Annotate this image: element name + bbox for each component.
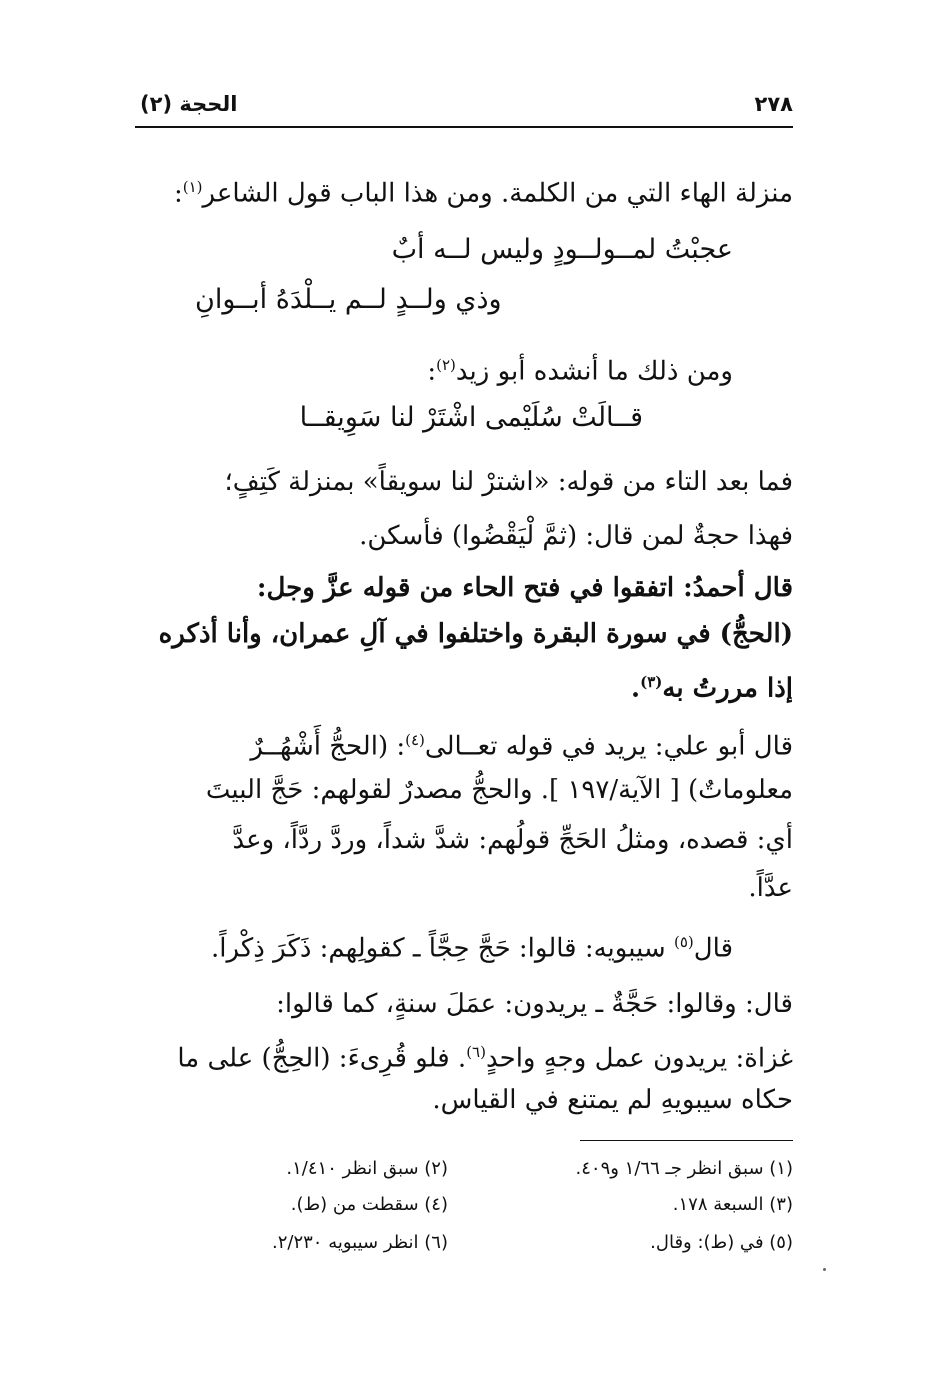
footnote-rule bbox=[580, 1140, 793, 1141]
text-line: قال$^{(٥)}$ سيبويه: قالوا: حَجَّ حِجَّاً ـ كقولِهم: ذَكَرَ ذِكْراً. bbox=[211, 933, 733, 964]
footnote-ref: (٦) bbox=[466, 1043, 486, 1061]
text-line: إذا مررتُ به$^{(٣)}$. bbox=[631, 673, 793, 704]
text-line: منزلة الهاء التي من الكلمة. ومن هذا الباب قول الشاعر$^{(١)}$: bbox=[173, 178, 793, 209]
footnote: (٣) السبعة ١٧٨. bbox=[672, 1194, 793, 1215]
scan-speck bbox=[823, 1268, 826, 1271]
page-number: ٢٧٨ bbox=[754, 92, 793, 116]
text-line: قال: وقالوا: حَجَّةٌ ـ يريدون: عمَلَ سنةٍ، كما قالوا: bbox=[276, 989, 793, 1019]
book-title: الحجة (٢) bbox=[140, 92, 238, 116]
text-line: معلوماتٌ) [ الآية/١٩٧ ]. والحجُّ مصدرٌ لقولهم: حَجَّ البيتَ bbox=[205, 775, 793, 805]
text-line: عدَّاً. bbox=[748, 873, 793, 903]
text-line: قال أحمدُ: اتفقوا في فتح الحاء من قوله عزَّ وجل: bbox=[256, 573, 793, 603]
footnote: (٤) سقطت من (ط). bbox=[290, 1194, 448, 1215]
verse-line: عجبْتُ لمــولــودٍ وليس لــه أبٌ bbox=[391, 234, 733, 265]
footnote: (٥) في (ط): وقال. bbox=[650, 1232, 793, 1253]
footnote-ref: (٥) bbox=[673, 933, 694, 951]
verse-line: قــالَتْ سُلَيْمى اشْتَرْ لنا سَوِيقــا bbox=[299, 402, 643, 433]
text-line: أي: قصده، ومثلُ الحَجِّ قولُهم: شدَّ شداً، وردَّ ردَّاً، وعدَّ bbox=[232, 825, 793, 855]
text-line: غزاة: يريدون عمل وجهٍ واحدٍ$^{(٦)}$. فلو قُرِىءَ: (الحِجُّ) على ما bbox=[177, 1043, 793, 1074]
footnote: (١) سبق انظر جـ ١/٦٦ و٤٠٩. bbox=[575, 1158, 793, 1179]
footnote-ref: (٤) bbox=[405, 731, 425, 749]
text-line: قال أبو علي: يريد في قوله تعــالى$^{(٤)}$: (الحجُّ أَشْهُــرٌ bbox=[250, 731, 793, 762]
footnote-ref: (٢) bbox=[436, 356, 456, 374]
footnote-ref: (٣) bbox=[640, 673, 663, 691]
text-line: حكاه سيبويهِ لم يمتنع في القياس. bbox=[432, 1085, 793, 1115]
running-header bbox=[140, 92, 793, 122]
text-line: ومن ذلك ما أنشده أبو زيد$^{(٢)}$: bbox=[427, 356, 733, 387]
text-line: فهذا حجةٌ لمن قال: (ثمَّ لْيَقْضُوا) فأسكن. bbox=[359, 521, 793, 551]
footnote: (٢) سبق انظر ١/٤١٠. bbox=[286, 1158, 448, 1179]
verse-line: وذي ولــدٍ لــم يــلْدَهُ أبــوانِ bbox=[195, 284, 502, 315]
header-rule bbox=[135, 126, 793, 128]
footnote-ref: (١) bbox=[182, 178, 203, 196]
text-line: (الحجُّ) في سورة البقرة واختلفوا في آلِ عمران، وأنا أذكره bbox=[158, 619, 793, 649]
text-line: فما بعد التاء من قوله: «اشترْ لنا سويقاً» بمنزلة كَتِفٍ؛ bbox=[224, 467, 793, 497]
footnote: (٦) انظر سيبويه ٢/٢٣٠. bbox=[272, 1232, 448, 1253]
